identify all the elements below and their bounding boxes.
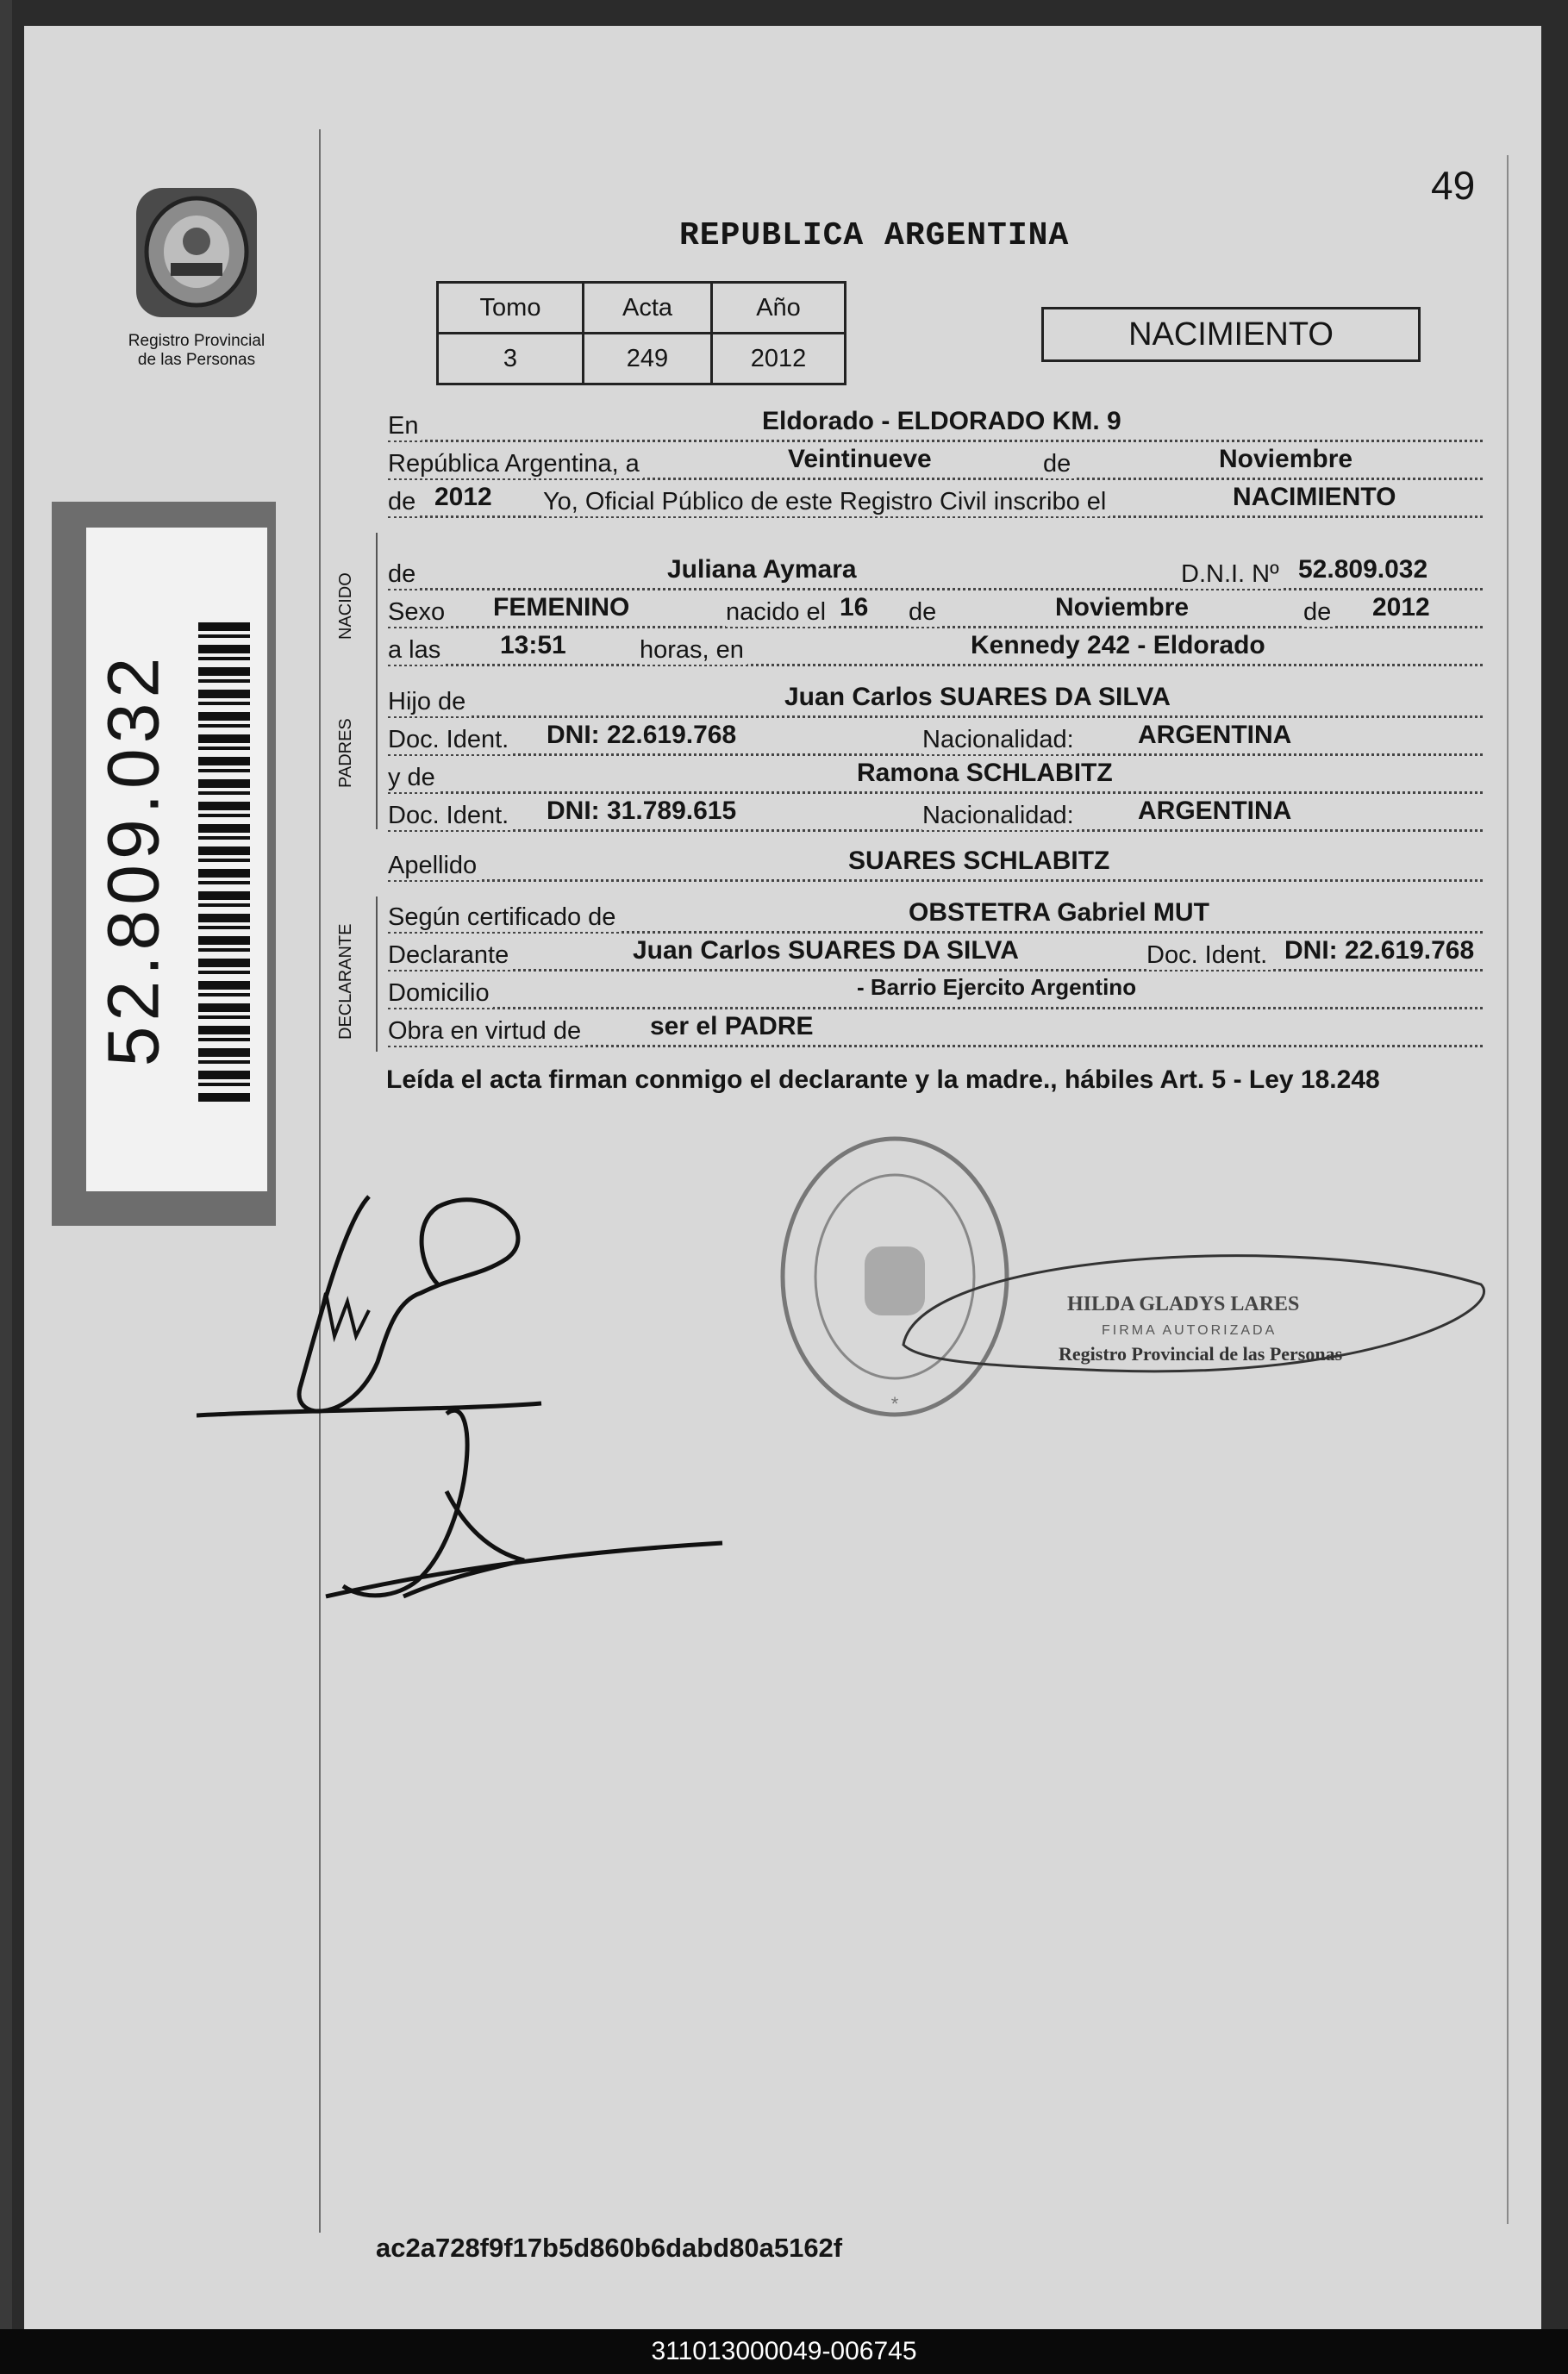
barcode-label (86, 528, 267, 1191)
value-ano: 2012 (712, 334, 846, 384)
coat-of-arms-icon (128, 181, 265, 328)
label-dni: D.N.I. Nº (1181, 560, 1283, 589)
label-de-year: de (388, 488, 419, 516)
record-type-box: NACIMIENTO (1041, 307, 1421, 362)
header-acta: Acta (584, 283, 712, 334)
year-value: 2012 (431, 483, 496, 512)
mother-doc-value: DNI: 31.789.615 (543, 797, 740, 826)
row-by-virtue (388, 1012, 1483, 1055)
label-declarant-doc: Doc. Ident. (1146, 941, 1271, 970)
label-born-de1: de (909, 598, 940, 627)
authorized-signature-stamp (886, 1215, 1507, 1405)
time-value: 13:51 (497, 631, 570, 660)
logo-caption (119, 332, 274, 370)
value-acta: 249 (584, 334, 712, 384)
declarant-value: Juan Carlos SUARES DA SILVA (629, 936, 1022, 965)
value-tomo: 3 (438, 334, 584, 384)
barcode-digits (86, 528, 181, 1191)
label-de-month: de (1043, 450, 1074, 478)
page-number: 49 (1431, 163, 1476, 208)
label-mother: y de (388, 764, 439, 792)
birth-place-value: Kennedy 242 - Eldorado (967, 631, 1269, 660)
section-label-born: NACIDO (336, 572, 355, 640)
country-title: REPUBLICA ARGENTINA (679, 217, 1070, 254)
address-value: - Barrio Ejercito Argentino (853, 974, 1140, 1001)
father-value: Juan Carlos SUARES DA SILVA (781, 683, 1174, 712)
reference-table (436, 281, 846, 385)
mother-nationality-value: ARGENTINA (1134, 797, 1295, 826)
footer-code: 311013000049-006745 (0, 2329, 1568, 2374)
barcode-sticker (52, 502, 276, 1226)
label-by-virtue: Obra en virtud de (388, 1017, 584, 1046)
label-en: En (388, 412, 422, 440)
label-father-doc: Doc. Ident. (388, 726, 512, 754)
born-day-value: 16 (836, 593, 871, 622)
label-sex: Sexo (388, 598, 448, 627)
stamp-official-role: FIRMA AUTORIZADA (1102, 1323, 1278, 1338)
name-value: Juliana Aymara (664, 555, 860, 584)
sex-value: FEMENINO (490, 593, 633, 622)
binding-edge (0, 0, 12, 2329)
event-value: NACIMIENTO (1229, 483, 1399, 512)
label-surname: Apellido (388, 852, 480, 880)
label-address: Domicilio (388, 979, 493, 1008)
section-label-parents: PADRES (336, 718, 355, 788)
row-year (388, 483, 1483, 526)
born-year-value: 2012 (1369, 593, 1434, 622)
registry-logo (119, 181, 274, 388)
label-mother-nationality: Nacionalidad: (922, 802, 1078, 830)
label-born-de2: de (1303, 598, 1334, 627)
declarant-doc-value: DNI: 22.619.768 (1281, 936, 1477, 965)
dni-value: 52.809.032 (1295, 555, 1431, 584)
svg-text:*: * (890, 1393, 899, 1415)
closing-statement: Leída el acta firman conmigo el declarante y la madre., hábiles Art. 5 - Ley 18.248 (386, 1065, 1380, 1094)
mother-signature (317, 1371, 740, 1629)
father-doc-value: DNI: 22.619.768 (543, 721, 740, 750)
barcode-number: 52.809.032 (92, 652, 174, 1067)
mother-value: Ramona SCHLABITZ (853, 759, 1116, 788)
right-margin-line (1507, 155, 1509, 2224)
logo-caption-line2: de las Personas (137, 351, 256, 369)
label-father: Hijo de (388, 688, 469, 716)
row-surname (388, 847, 1483, 890)
certificate-value: OBSTETRA Gabriel MUT (905, 898, 1213, 928)
parents-bracket (376, 684, 378, 829)
section-label-declarant: DECLARANTE (336, 923, 355, 1040)
row-address (388, 974, 1483, 1017)
label-declarant: Declarante (388, 941, 512, 970)
header-tomo: Tomo (438, 283, 584, 334)
label-mother-doc: Doc. Ident. (388, 802, 512, 830)
label-time: a las (388, 636, 444, 665)
label-certificate: Según certificado de (388, 903, 619, 932)
officer-text: Yo, Oficial Público de este Registro Civil inscribo el (543, 488, 1109, 516)
by-virtue-value: ser el PADRE (647, 1012, 817, 1041)
born-bracket (376, 533, 378, 684)
header-ano: Año (712, 283, 846, 334)
month-value: Noviembre (1215, 445, 1356, 474)
label-hours: horas, en (640, 636, 747, 665)
born-month-value: Noviembre (1052, 593, 1192, 622)
row-mother-doc (388, 797, 1483, 840)
surname-value: SUARES SCHLABITZ (845, 847, 1113, 876)
certificate-page (24, 26, 1541, 2329)
row-time (388, 631, 1483, 674)
father-nationality-value: ARGENTINA (1134, 721, 1295, 750)
document-hash: ac2a728f9f17b5d860b6dabd80a5162f (376, 2233, 843, 2263)
barcode-bars (198, 622, 250, 1105)
place-value: Eldorado - ELDORADO KM. 9 (759, 407, 1125, 436)
label-born: nacido el (726, 598, 829, 627)
stamp-official-name: HILDA GLADYS LARES (1067, 1293, 1300, 1315)
day-value: Veintinueve (784, 445, 935, 474)
stamp-official-office: Registro Provincial de las Personas (1059, 1343, 1343, 1365)
declarant-bracket (376, 896, 378, 1052)
logo-caption-line1: Registro Provincial (128, 332, 265, 350)
label-father-nationality: Nacionalidad: (922, 726, 1078, 754)
label-republic: República Argentina, a (388, 450, 643, 478)
label-de-name: de (388, 560, 419, 589)
